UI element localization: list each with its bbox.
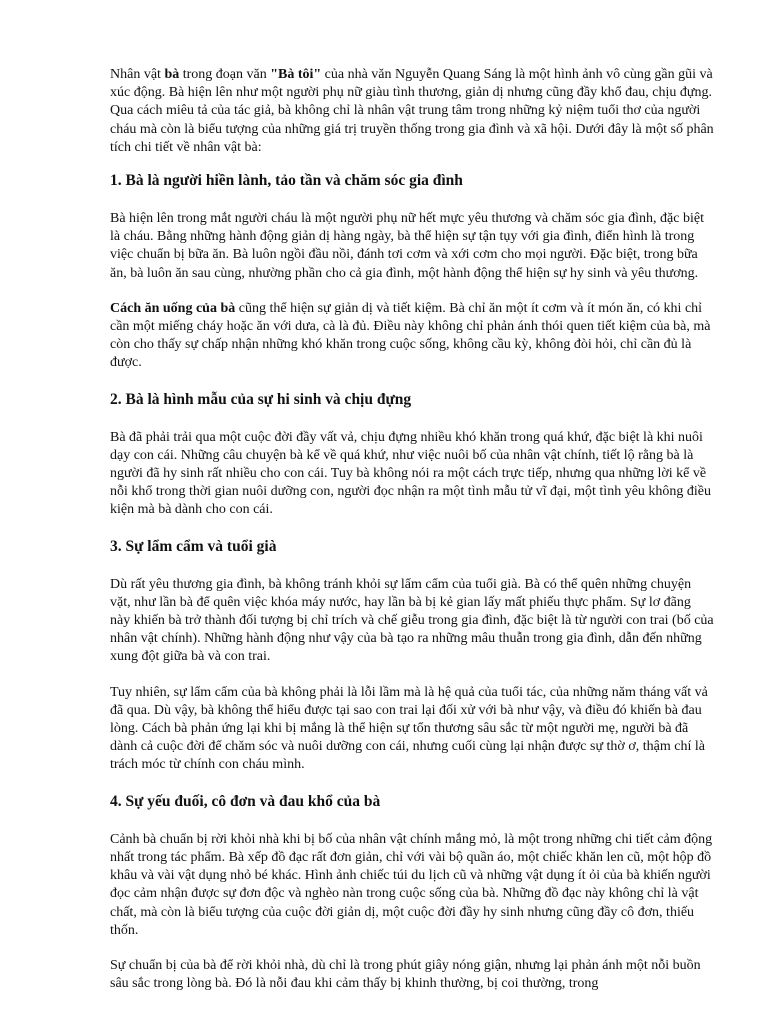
section-1-paragraph-1: Bà hiện lên trong mắt người cháu là một người phụ nữ hết mực yêu thương và chăm sóc gia đình, đặc biệt là cháu. Bằng những hành động giản dị hàng ngày, bà thể hiện sự tận tụy với gia đình, điển hình là trong việc chuẩn bị bữa ăn. Bà luôn ngồi đầu nồi, đánh tơi cơm và xới cơm cho mọi người. Đặc biệt, trong bữa ăn, bà luôn ăn sau cùng, nhường phần cho cả gia đình, một hành động thể hiện sự hy sinh và yêu thương. <box>110 211 704 281</box>
document-page <box>110 66 714 1010</box>
section-1-heading: 1. Bà là người hiền lành, tảo tần và chăm sóc gia đình <box>110 172 463 190</box>
intro-bold-ba: bà <box>164 67 180 82</box>
section-2-heading: 2. Bà là hình mẫu của sự hi sinh và chịu đựng <box>110 390 412 408</box>
intro-paragraph <box>110 66 714 157</box>
section-3-heading: 3. Sự lẩm cẩm và tuổi già <box>110 537 277 555</box>
intro-text: Nhân vật <box>110 67 165 82</box>
section-1-paragraph-2-text: cũng thể hiện sự giản dị và tiết kiệm. Bà chỉ ăn một ít cơm và ít món ăn, có khi chỉ cần một miếng cháy hoặc ăn với dưa, cà là đủ. Điều này không chỉ phản ánh thói quen tiết kiệm của bà, mà còn cho thấy sự chấp nhận những khó khăn trong cuộc sống, không cầu kỳ, không đòi hỏi, chỉ cần đủ là được. <box>110 300 711 371</box>
intro-bold-title: "Bà tôi" <box>270 67 322 82</box>
section-4-paragraph-1: Cảnh bà chuẩn bị rời khỏi nhà khi bị bố của nhân vật chính mắng mỏ, là một trong những chi tiết cảm động nhất trong tác phẩm. Bà xếp đồ đạc rất đơn giản, chỉ với vài bộ quần áo, một chiếc khăn len cũ, một hộp đồ khâu và vài vật dụng nhỏ bé khác. Hình ảnh chiếc túi du lịch cũ và những vật dụng ít ỏi của bà khiến người đọc cảm nhận được sự đơn độc và nghèo nàn trong cuộc sống của bà. Những đồ đạc này không chỉ là vật chất, mà còn là biểu tượng của cuộc đời giản dị, một cuộc đời đầy hy sinh nhưng cũng đầy cô đơn, thiếu thốn. <box>110 831 713 938</box>
intro-text: trong đoạn văn <box>179 67 271 82</box>
section-1-bold-phrase: Cách ăn uống của bà <box>110 300 236 316</box>
section-1-paragraph-2 <box>110 300 714 373</box>
intro-text: của nhà văn Nguyễn Quang Sáng là một hình ảnh vô cùng gần gũi và xúc động. Bà hiện lên như một người phụ nữ giàu tình thương, giản dị nhưng cũng đầy khổ đau, chịu đựng. Qua cách miêu tả của tác giả, bà không chỉ là nhân vật trung tâm trong những kỷ niệm tuổi thơ của người cháu mà còn là biểu tượng của những giá trị truyền thống trong gia đình và xã hội. Dưới đây là một số phân tích chi tiết về nhân vật bà: <box>110 67 714 155</box>
section-2-paragraph-1: Bà đã phải trải qua một cuộc đời đầy vất vả, chịu đựng nhiều khó khăn trong quá khứ, đặc biệt là khi nuôi dạy con cái. Những câu chuyện bà kể về quá khứ, như việc nuôi bố của nhân vật chính, tiết lộ rằng bà là người đã hy sinh rất nhiều cho con cái. Tuy bà không nói ra một cách trực tiếp, nhưng qua những lời kể về nỗi khổ trong thời gian nuôi dưỡng con, người đọc nhận ra một tình mẫu tử vĩ đại, một tình yêu không điều kiện mà bà dành cho con cái. <box>110 429 712 518</box>
section-3-paragraph-2: Tuy nhiên, sự lẩm cẩm của bà không phải là lỗi lầm mà là hệ quả của tuổi tác, của những năm tháng vất vả đã qua. Dù vậy, bà không thể hiểu được tại sao con trai lại đối xử với bà như vậy, và điều đó khiến bà đau lòng. Cách bà phản ứng lại khi bị mắng là thể hiện sự tổn thương sâu sắc từ một người mẹ, người bà đã dành cả cuộc đời để chăm sóc và nuôi dưỡng con cái, nhưng cuối cùng lại nhận được sự thờ ơ, thậm chí là trách móc từ chính con cháu mình. <box>110 684 708 773</box>
section-4-heading: 4. Sự yếu đuối, cô đơn và đau khổ của bà <box>110 792 381 810</box>
section-4-paragraph-2: Sự chuẩn bị của bà để rời khỏi nhà, dù chỉ là trong phút giây nóng giận, nhưng lại phản ánh một nỗi buồn sâu sắc trong lòng bà. Đó là nỗi đau khi cảm thấy bị khinh thường, bị coi thường, trong <box>110 957 701 992</box>
section-3-paragraph-1: Dù rất yêu thương gia đình, bà không tránh khỏi sự lẩm cẩm của tuổi già. Bà có thể quên những chuyện vặt, như lần bà để quên việc khóa máy nước, hay lần bà bị kẻ gian lấy mất phiếu thực phẩm. Sự lơ đãng này khiến bà trở thành đối tượng bị chỉ trích và chế giễu trong gia đình, đặc biệt là từ người con trai (bố của nhân vật chính). Những hành động như vậy của bà tạo ra những mâu thuẫn trong gia đình, dẫn đến những xung đột giữa bà và con trai. <box>110 576 714 665</box>
